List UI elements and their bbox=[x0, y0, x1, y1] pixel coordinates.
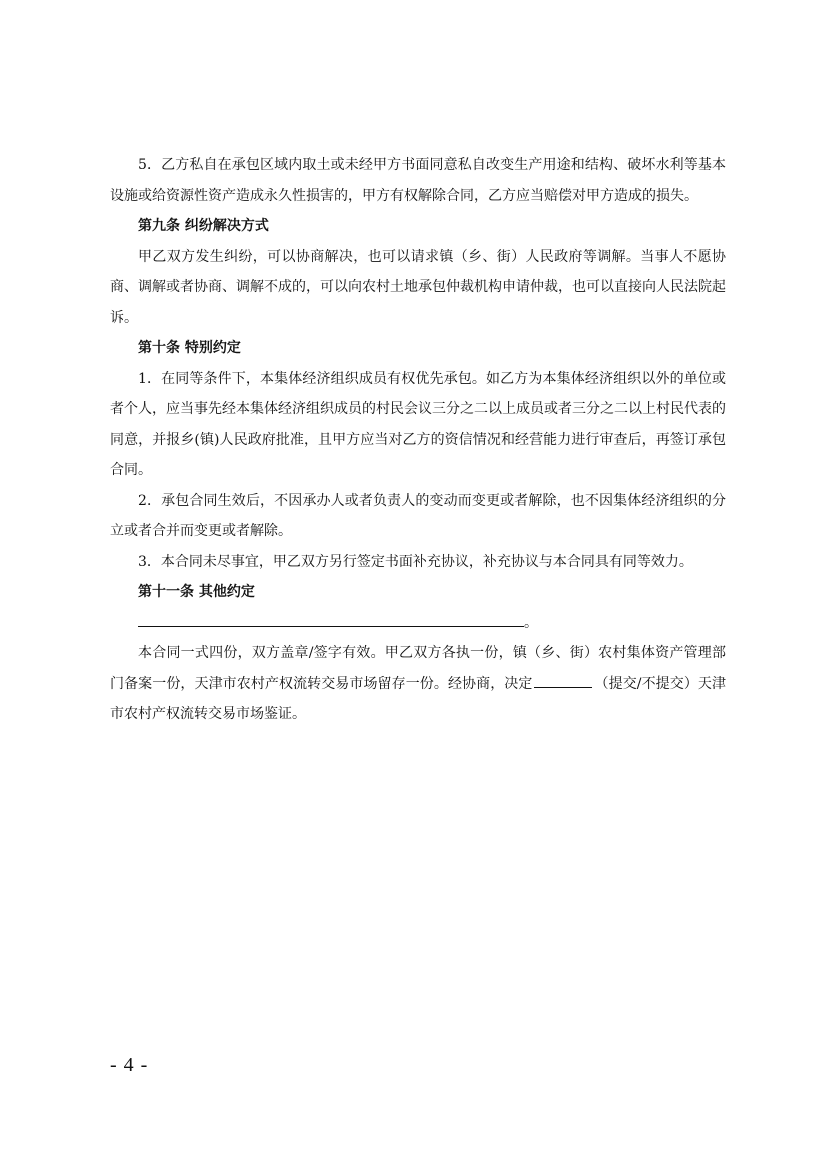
article9-heading: 第九条 纠纷解决方式 bbox=[138, 218, 269, 234]
article9-paragraph: 甲乙双方发生纠纷，可以协商解决，也可以请求镇（乡、街）人民政府等调解。当事人不愿协商、调解或者协商、调解不成的，可以向农村土地承包仲裁机构申请仲裁，也可以直接向人民法院起诉。 bbox=[110, 248, 726, 326]
submit-choice-blank-line[interactable] bbox=[534, 673, 592, 688]
article11-heading: 第十一条 其他约定 bbox=[138, 584, 255, 600]
closing-text-part2: （提交/不提交）天津市农村产权流转交易市场鉴证。 bbox=[110, 675, 727, 722]
closing-text-part1: 本合同一式四份，双方盖章/签字有效。甲乙双方各执一份，镇（乡、街）农村集体资产管理部门备案一份，天津市农村产权流转交易市场留存一份。经协商，决定 bbox=[110, 645, 726, 692]
article10-item2-paragraph: 2．承包合同生效后，不因承办人或者负责人的变动而变更或者解除，也不因集体经济组织的分立或者合并而变更或者解除。 bbox=[110, 492, 726, 539]
article10-heading: 第十条 特别约定 bbox=[138, 340, 241, 356]
article10-item3-paragraph: 3．本合同未尽事宜，甲乙双方另行签定书面补充协议，补充协议与本合同具有同等效力。 bbox=[138, 553, 693, 570]
clause8-item5-paragraph: 5．乙方私自在承包区域内取土或未经甲方书面同意私自改变生产用途和结构、破坏水利等基本设施或给资源性资产造成永久性损害的，甲方有权解除合同，乙方应当赔偿对甲方造成的损失。 bbox=[110, 157, 726, 204]
other-terms-blank-line[interactable] bbox=[138, 612, 524, 627]
closing-paragraph bbox=[110, 638, 726, 730]
contract-page-body bbox=[110, 150, 726, 730]
article11-blank-paragraph bbox=[110, 608, 726, 639]
page-number: - 4 - bbox=[110, 1054, 149, 1076]
article10-item1-paragraph: 1．在同等条件下，本集体经济组织成员有权优先承包。如乙方为本集体经济组织以外的单位或者个人，应当事先经本集体经济组织成员的村民会议三分之二以上成员或者三分之二以上村民代表的同意，并报乡(镇)人民政府批准，且甲方应当对乙方的资信情况和经营能力进行审查后，再签订承包合同。 bbox=[110, 370, 726, 478]
article11-blank-end: 。 bbox=[524, 614, 538, 631]
